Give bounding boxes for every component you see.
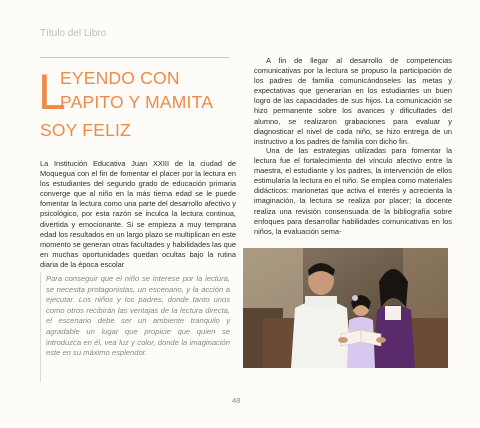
title-line-1: EYENDO CON	[60, 68, 180, 88]
family-reading-photo	[243, 248, 448, 368]
book-title-header: Título del Libro	[40, 28, 107, 39]
photo-illustration	[243, 248, 448, 368]
title-dropcap: L	[38, 64, 66, 120]
article-title	[40, 66, 240, 142]
title-line-3: SOY FELIZ	[40, 120, 131, 140]
header-divider	[40, 57, 230, 58]
right-column-top	[254, 56, 452, 147]
quote-rule	[40, 272, 41, 382]
right-paragraph-2: Una de las estrategias utilizadas para fomentar la lectura fue el fortalecimiento del vínculo afectivo entre la maestra, el estudiante y los padres, la intervención de ellos estimularía la lectura en el niño. Se emplea como materiales didácticos: marionetas que activa el interés y acrecienta la imaginación, la lectura se realiza por placer; la docente realiza una revisión consensuada de la bibliografía sobre enfoques para desarrollar habilidades comunicativas en los niños, la evaluación sema-	[254, 146, 453, 236]
page-number: 48	[232, 396, 241, 405]
left-paragraph: La Institución Educativa Juan XXIII de la ciudad de Moquegua con el fin de fomentar el placer por la lectura en los estudiantes del segundo grado de educación primaria converge que al niño en la más tierna edad se le puede fomentar la lectura como una parte del desarrollo afectivo y psicológico, por esta razón se inculca la lectura continua, divertida y emocionante. Si se empieza a muy temprana edad los resultados en un largo plazo se multiplican en este momento se generan otras facultades y habilidades las que en muchas oportunidades quedan ocultas bajo la rutina diaria de la época escolar	[40, 159, 236, 269]
title-line-2: PAPITO Y MAMITA	[60, 92, 214, 112]
right-column-bottom	[254, 146, 452, 237]
pull-quote: Para conseguir que el niño se interese por la lectura, se necesita protagonistas, un escenario, y la acción a ejecutar. Los niños y los padres, donde tanto unos como otros recibirán las ventajas de la lectura directa, el escenario debe ser un ambiente tranquilo y agradable un lugar que propicie que quien se introduzca en él, vea luz y color, donde la imaginación este en su máximo esplendor.	[46, 274, 230, 358]
left-column	[40, 159, 236, 270]
right-paragraph-1: A fin de llegar al desarrollo de competencias comunicativas por la lectura se propuso la participación de los padres de familia comunicándoseles las metas y expectativas que generarían en los estudiantes un buen logro de las capacidades de sus hijos. La comunicación se hizo permanente sobre los avances y dificultades del alumno, se realizaron grabaciones para evaluar y diagnosticar el nivel de cada niño, se hizo entrega de un instructivo a los padres de familia con dicho fin.	[254, 56, 452, 146]
